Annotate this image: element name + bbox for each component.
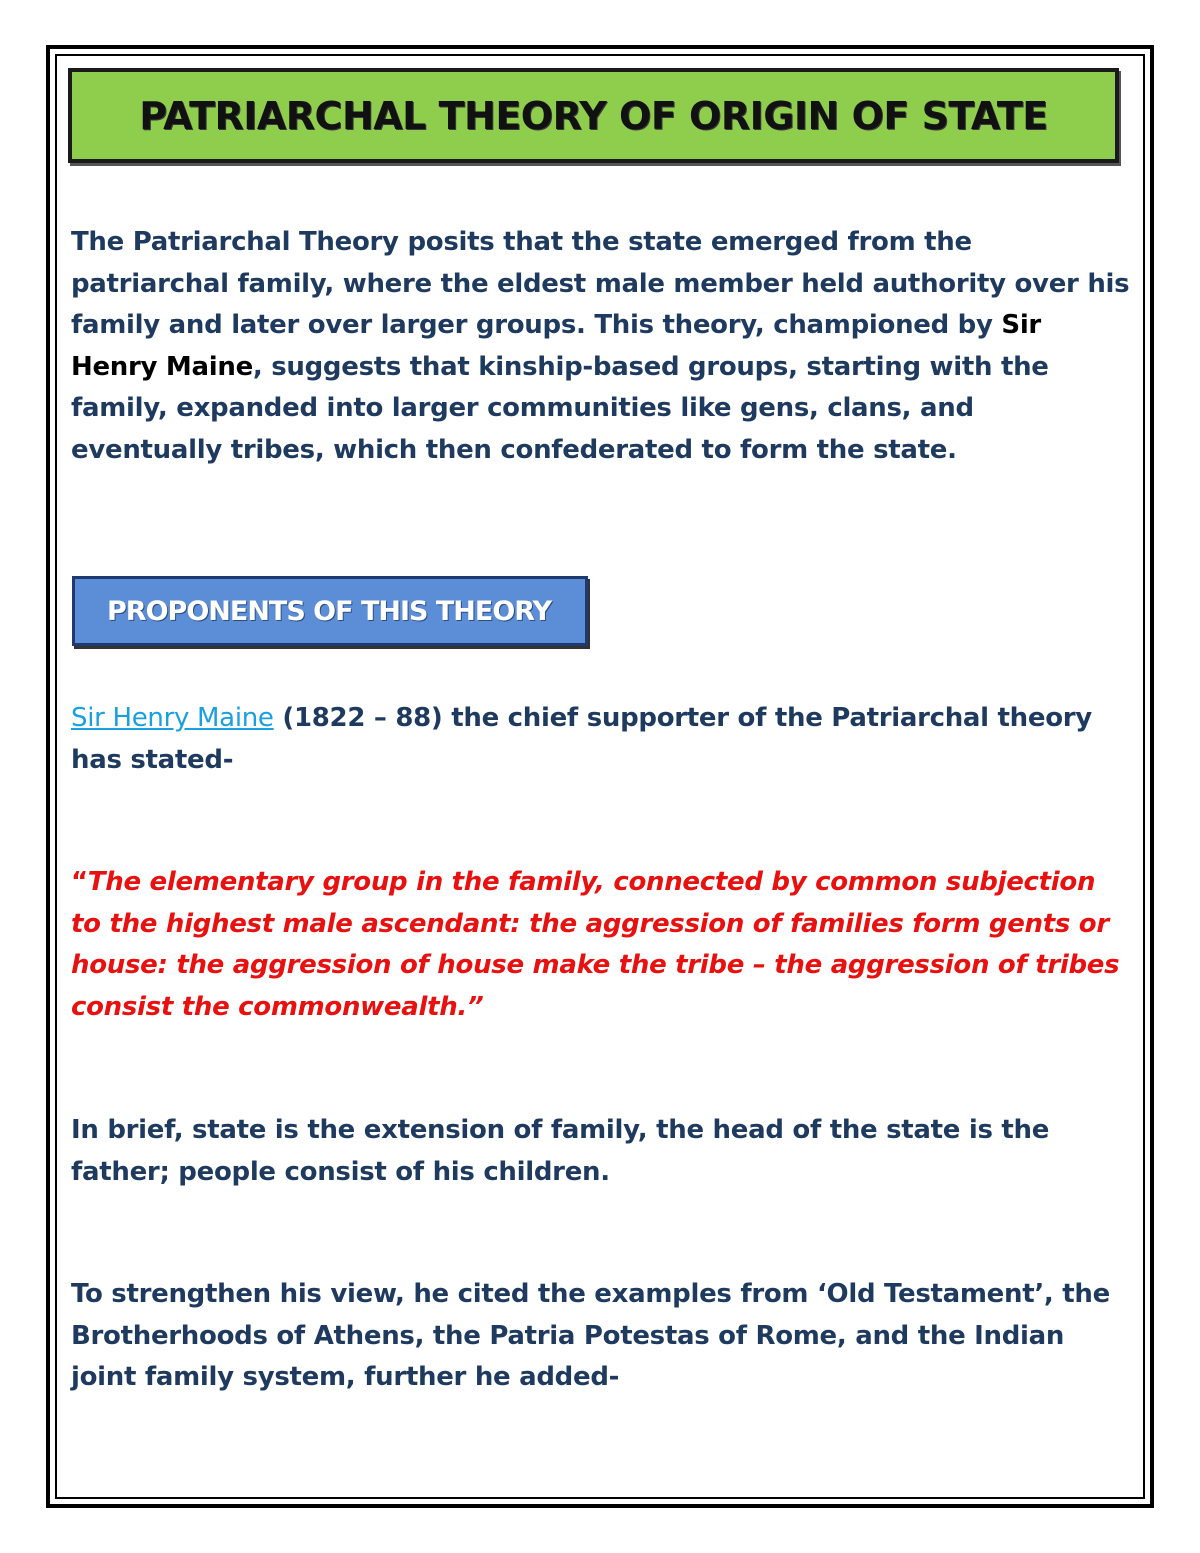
page-title: PATRIARCHAL THEORY OF ORIGIN OF STATE <box>139 93 1048 138</box>
subheading-title: PROPONENTS OF THIS THEORY <box>107 595 552 627</box>
intro-paragraph <box>71 222 1131 471</box>
quote-open-mark: “ <box>71 867 88 897</box>
intro-text-part1: The Patriarchal Theory posits that the state emerged from the patriarchal family, where the eldest male member held authority over his family and later over larger groups. This theory, championed by <box>71 227 1130 340</box>
sir-henry-maine-link[interactable]: Sir Henry Maine <box>71 703 274 733</box>
maine-quote <box>71 862 1131 1028</box>
maine-paragraph <box>71 698 1131 781</box>
title-banner <box>68 68 1119 163</box>
intro-bold-name: Sir Henry Maine <box>71 310 1041 382</box>
brief-paragraph: In brief, state is the extension of family, the head of the state is the father; people consist of his children. <box>71 1115 1050 1187</box>
quote-text: The elementary group in the family, connected by common subjection to the highest male ascendant: the aggression of families form gents or house: the aggression of house make the tribe – the aggression of tribes consist the commonwealth.” <box>71 867 1120 1022</box>
maine-paragraph-text: (1822 – 88) the chief supporter of the Patriarchal theory has stated- <box>71 703 1092 775</box>
intro-text-part2: , suggests that kinship-based groups, starting with the family, expanded into larger communities like gens, clans, and eventually tribes, which then confederated to form the state. <box>71 351 1049 465</box>
strengthen-paragraph: To strengthen his view, he cited the examples from ‘Old Testament’, the Brotherhoods of Athens, the Patria Potestas of Rome, and the Indian joint family system, further he added- <box>71 1279 1110 1392</box>
subheading-banner <box>72 576 588 646</box>
